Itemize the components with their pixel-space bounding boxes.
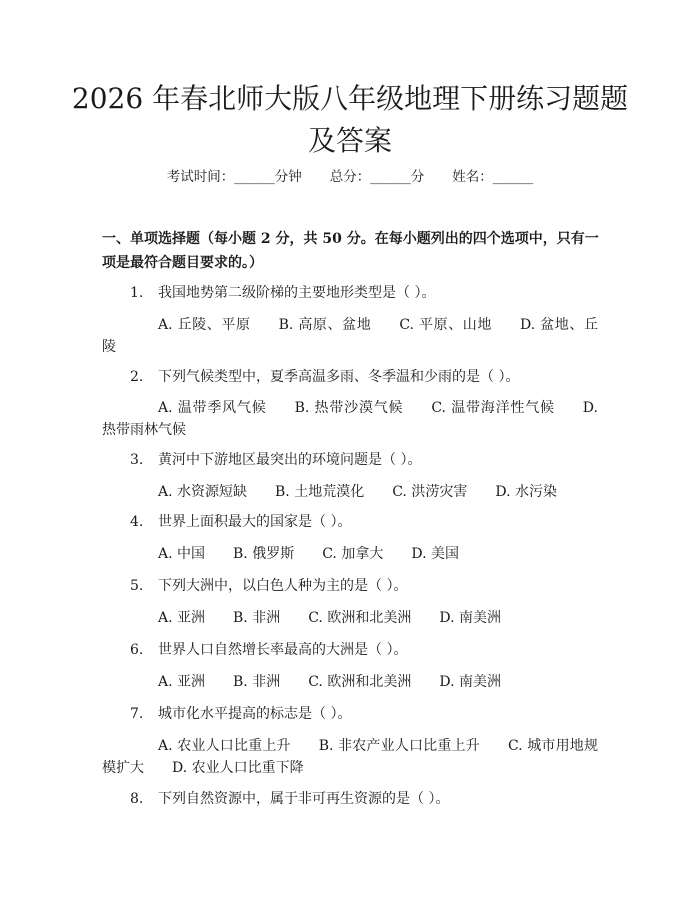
question-7 (130, 703, 600, 725)
question-text: 黄河中下游地区最突出的环境问题是（ ）。 (158, 452, 422, 468)
question-6-options (102, 671, 598, 693)
exam-time: 考试时间：______分钟 (166, 169, 302, 185)
option-d: D. 农业人口比重下降 (172, 760, 304, 776)
question-3 (130, 449, 600, 471)
question-number: 8. (130, 791, 144, 807)
option-d: D. 水污染 (495, 484, 557, 500)
question-6 (130, 639, 600, 661)
question-2-options (102, 397, 598, 441)
exam-name: 姓名：______ (452, 169, 534, 185)
page-title (70, 78, 630, 162)
question-8 (130, 788, 600, 810)
option-c: C. 城市用地规模扩大 (102, 738, 598, 776)
option-b: B. 非农产业人口比重上升 (318, 738, 480, 754)
question-1-options (102, 314, 598, 358)
option-c: C. 温带海洋性气候 (431, 400, 555, 416)
question-number: 6. (130, 642, 144, 658)
question-text: 城市化水平提高的标志是（ ）。 (158, 706, 352, 722)
question-4 (130, 511, 600, 533)
exam-info (0, 166, 700, 188)
question-3-options (102, 481, 598, 503)
option-a: A. 亚洲 (158, 674, 206, 690)
option-d: D. 热带雨林气候 (102, 400, 598, 438)
question-5 (130, 575, 600, 597)
question-text: 下列自然资源中，属于非可再生资源的是（ ）。 (158, 791, 450, 807)
question-4-options (102, 543, 598, 565)
question-text: 世界人口自然增长率最高的大洲是（ ）。 (158, 642, 408, 658)
option-c: C. 欧洲和北美洲 (308, 674, 412, 690)
exam-score: 总分：______分 (329, 169, 425, 185)
question-7-options (102, 735, 598, 779)
option-b: B. 非洲 (233, 610, 281, 626)
question-text: 下列气候类型中，夏季高温多雨、冬季温和少雨的是（ ）。 (158, 369, 520, 385)
option-a: A. 丘陵、平原 (158, 317, 251, 333)
option-b: B. 俄罗斯 (233, 546, 295, 562)
question-text: 下列大洲中，以白色人种为主的是（ ）。 (158, 578, 408, 594)
option-d: D. 南美洲 (439, 674, 501, 690)
option-a: A. 亚洲 (158, 610, 206, 626)
option-d: D. 南美洲 (439, 610, 501, 626)
section-heading: 一、单项选择题（每小题 2 分，共 50 分。在每小题列出的四个选项中，只有一项是最符合题目要求的。） (102, 231, 599, 271)
question-2 (130, 366, 600, 388)
question-text: 世界上面积最大的国家是（ ）。 (158, 514, 352, 530)
option-c: C. 欧洲和北美洲 (308, 610, 412, 626)
option-b: B. 非洲 (233, 674, 281, 690)
option-b: B. 热带沙漠气候 (294, 400, 404, 416)
question-number: 3. (130, 452, 144, 468)
option-d: D. 美国 (411, 546, 459, 562)
question-text: 我国地势第二级阶梯的主要地形类型是（ ）。 (158, 285, 436, 301)
option-a: A. 中国 (158, 546, 206, 562)
option-a: A. 农业人口比重上升 (158, 738, 291, 754)
option-b: B. 土地荒漠化 (275, 484, 365, 500)
option-c: C. 洪涝灾害 (392, 484, 468, 500)
question-number: 2. (130, 369, 144, 385)
option-d: D. 盆地、丘陵 (102, 317, 598, 355)
question-number: 4. (130, 514, 144, 530)
option-a: A. 温带季风气候 (158, 400, 267, 416)
option-a: A. 水资源短缺 (158, 484, 248, 500)
option-c: C. 加拿大 (322, 546, 384, 562)
title-line-1: 2026 年春北师大版八年级地理下册练习题题 (71, 82, 629, 115)
question-5-options (102, 607, 598, 629)
question-number: 1. (130, 285, 144, 301)
question-1 (130, 282, 600, 304)
title-line-2: 及答案 (307, 124, 392, 157)
option-b: B. 高原、盆地 (278, 317, 372, 333)
option-c: C. 平原、山地 (399, 317, 492, 333)
question-number: 7. (130, 706, 144, 722)
question-number: 5. (130, 578, 144, 594)
